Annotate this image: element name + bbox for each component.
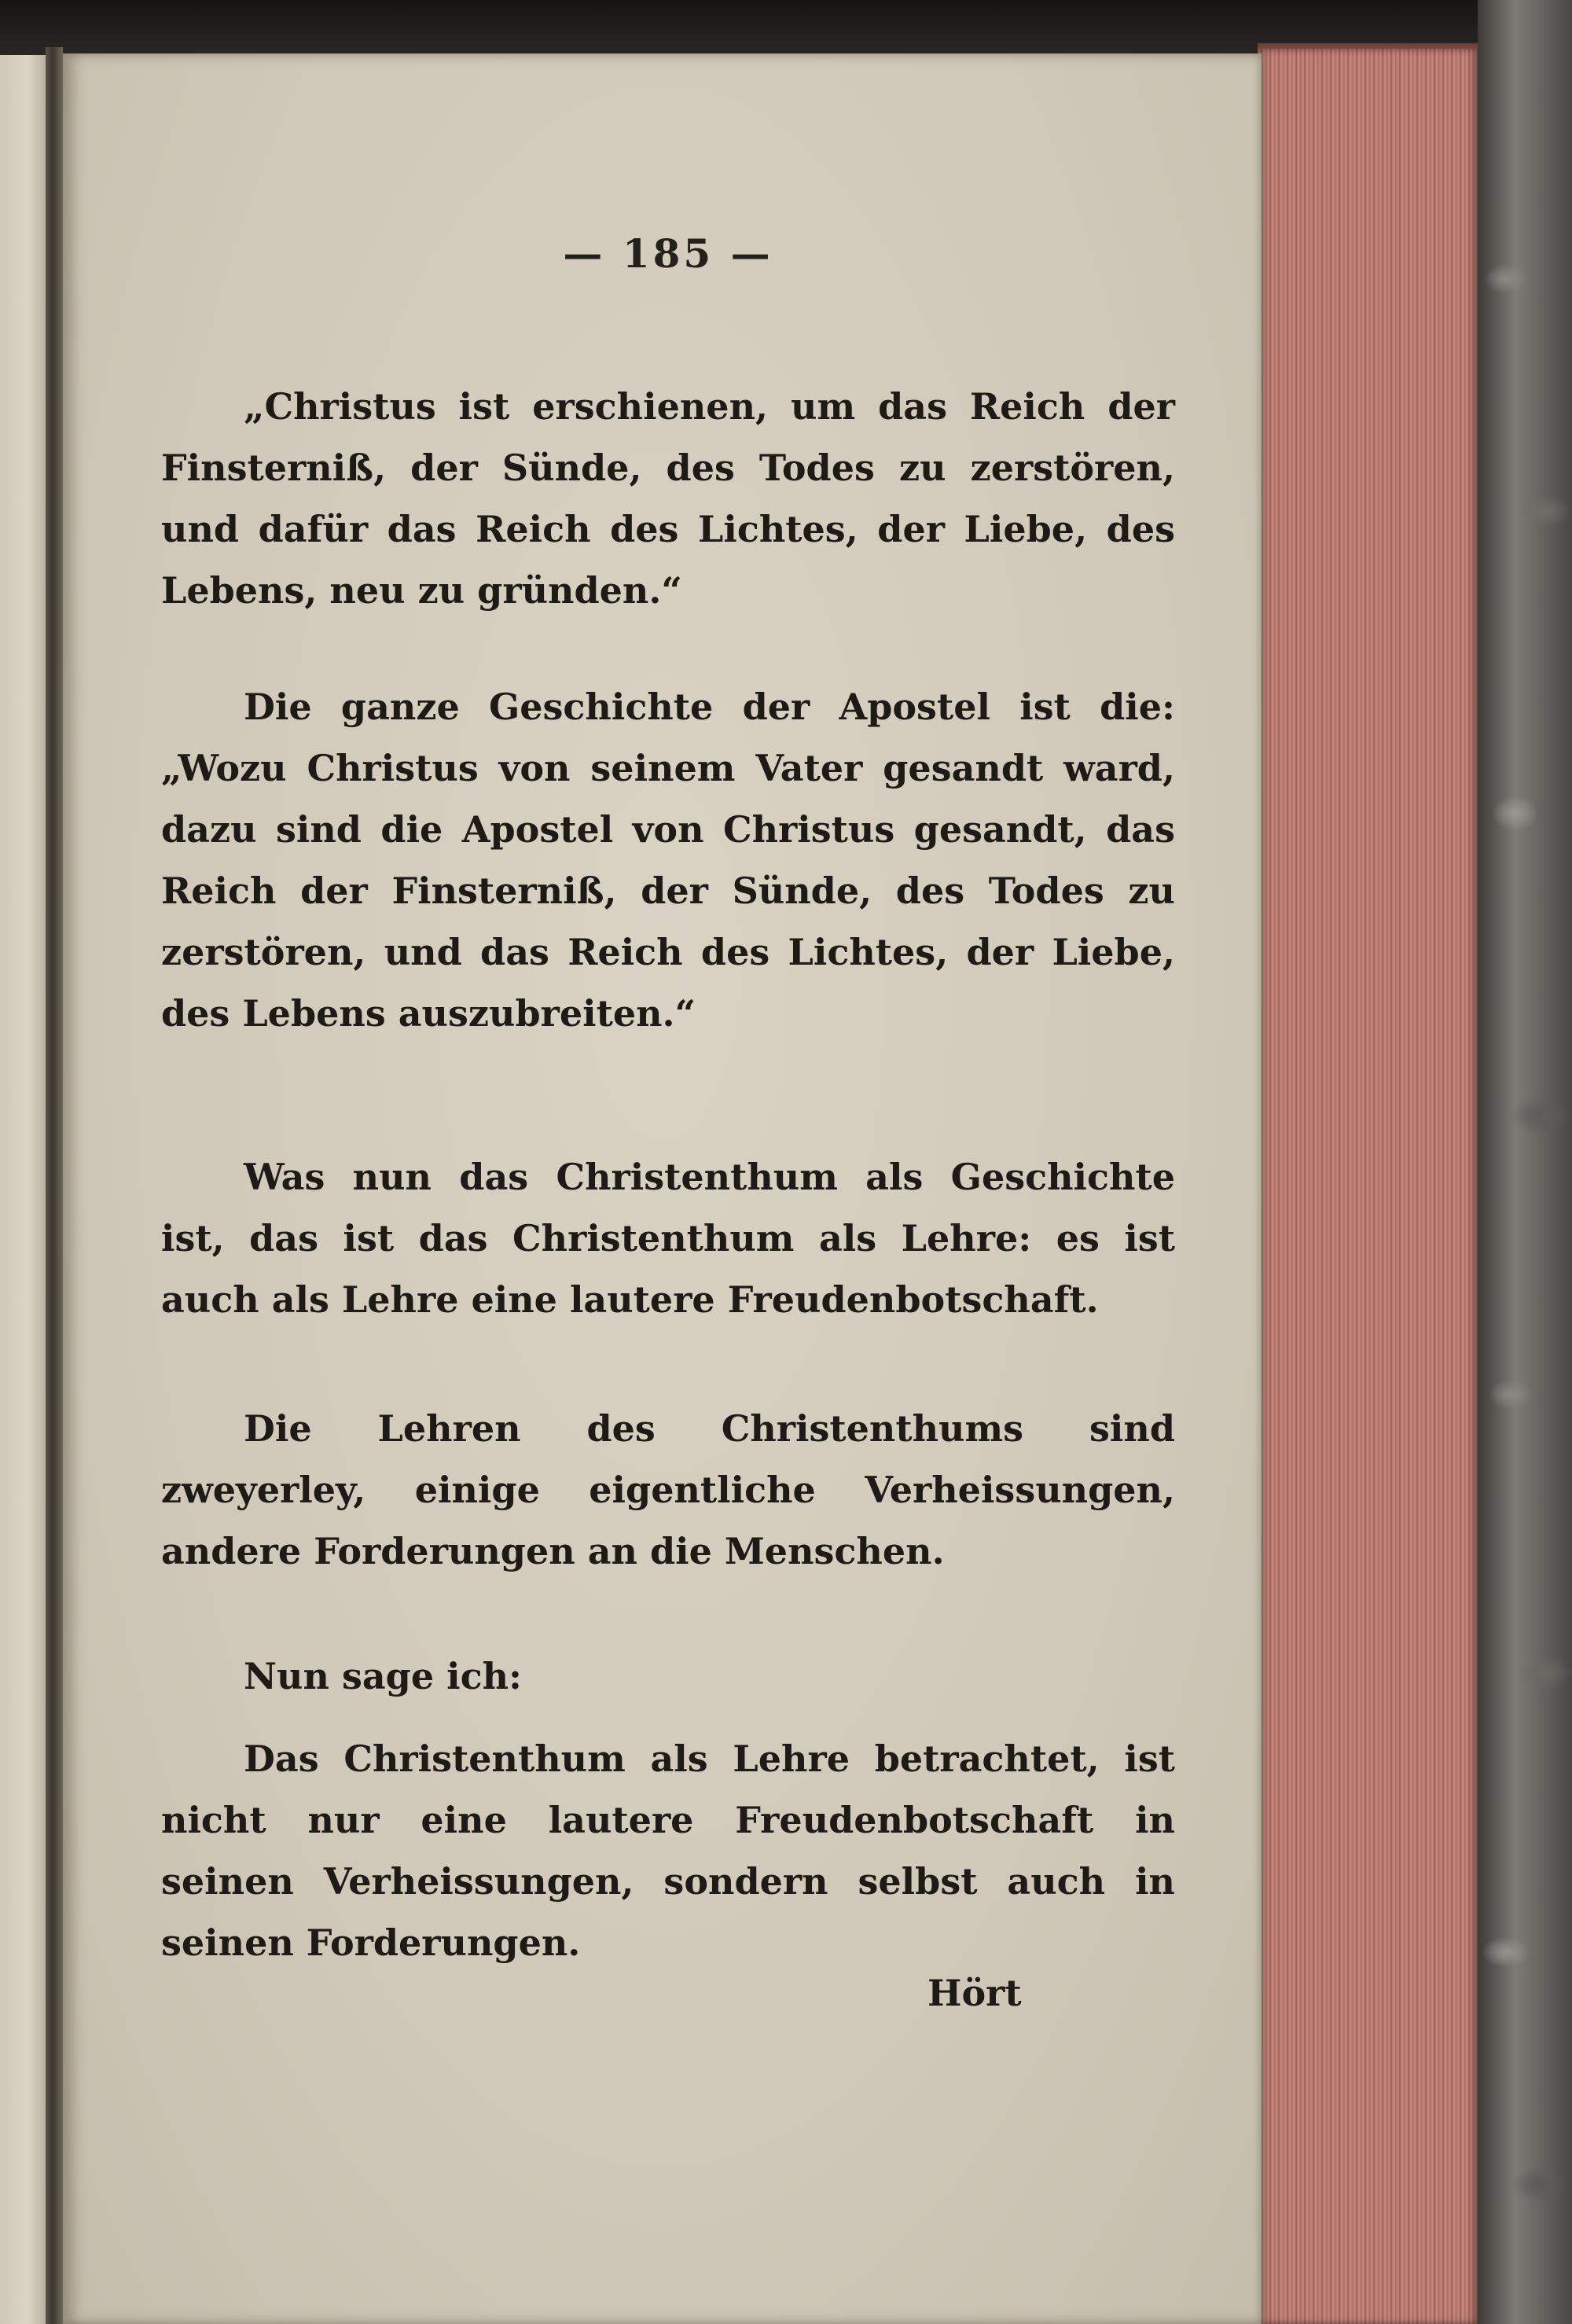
paragraph-2: Die ganze Geschichte der Apostel ist die: „Wozu Christus von seinem Vater gesandt ward, dazu sind die Apostel von Christus gesandt, das Reich der Finsterniß, der Sünde, des Todes zu zerstören, und das Reich des Lichtes, der Liebe, des Lebens auszubreiten.“ [161, 686, 1175, 1035]
paragraph-4: Die Lehren des Christenthums sind zweyerley, einige eigentliche Verheissungen, andere Forderungen an die Menschen. [161, 1407, 1175, 1572]
red-page-edges [1258, 49, 1478, 2324]
marbled-cover [1478, 0, 1572, 2324]
paragraph-6: Das Christenthum als Lehre betrachtet, ist nicht nur eine lautere Freudenbotschaft in seinen Verheissungen, sondern selbst auch in seinen Forderungen. [161, 1737, 1175, 1964]
page-number-header: — 185 — [563, 230, 773, 277]
book-gutter [46, 47, 63, 2324]
catchword: Hört [927, 1972, 1022, 2014]
paragraph-3: Was nun das Christenthum als Geschichte ist, das ist das Christenthum als Lehre: es ist auch als Lehre eine lautere Freudenbotschaft. [161, 1156, 1175, 1321]
paragraph-5: Nun sage ich: [244, 1655, 523, 1697]
paragraph-1: „Christus ist erschienen, um das Reich der Finsterniß, der Sünde, des Todes zu zerstören, und dafür das Reich des Lichtes, der Liebe, des Lebens, neu zu gründen.“ [161, 385, 1175, 612]
book-page [63, 53, 1262, 2324]
book-top-shadow [0, 0, 1478, 55]
left-page-edge [0, 55, 47, 2324]
